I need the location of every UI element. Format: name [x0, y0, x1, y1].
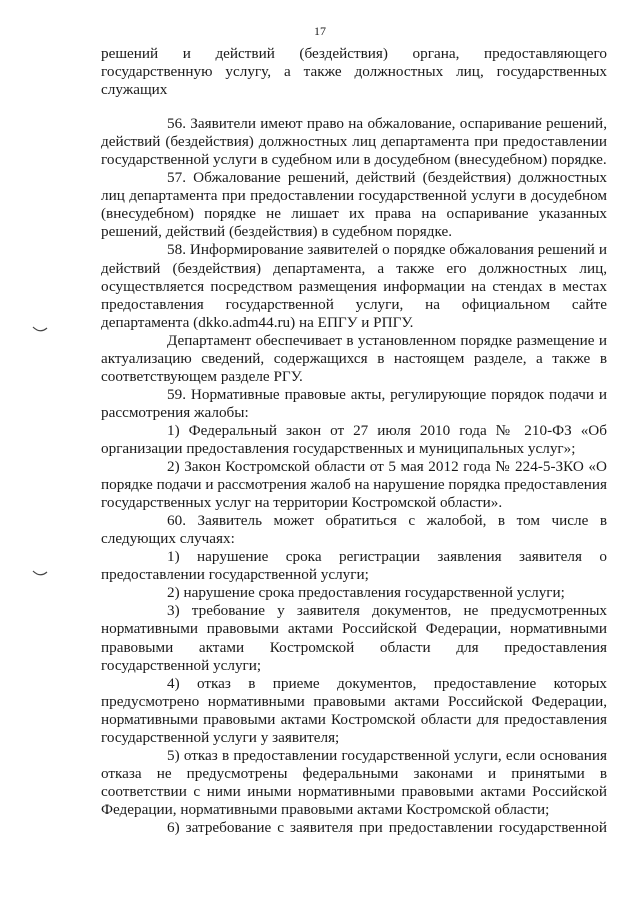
paragraph-continuation: решений и действий (бездействия) органа, предоставляющего государственную услугу, а также должностных лиц, государственных служащих [101, 45, 607, 99]
paragraph-59-item-2: 2) Закон Костромской области от 5 мая 2012 года № 224-5-ЗКО «О порядке подачи и рассмотрения жалоб на нарушение порядка предоставления государственных услуг на территории Костромской области». [101, 458, 607, 512]
binding-mark-upper [32, 326, 48, 334]
paragraph-59: 59. Нормативные правовые акты, регулирующие порядок подачи и рассмотрения жалобы: [101, 385, 607, 421]
paragraph-60-item-3: 3) требование у заявителя документов, не предусмотренных нормативными правовыми актами Российской Федерации, нормативными правовыми актами Костромской области для предоставления государственной услуги; [101, 602, 607, 674]
binding-mark-lower [32, 570, 48, 578]
paragraph-60-item-4: 4) отказ в приеме документов, предоставление которых предусмотрено нормативными правовыми актами Российской Федерации, нормативными правовыми актами Костромской области для предоставления государственной услуги у заявителя; [101, 674, 607, 746]
paragraph-59-item-1: 1) Федеральный закон от 27 июля 2010 года № 210-ФЗ «Об организации предоставления государственных и муниципальных услуг»; [101, 421, 607, 457]
paragraph-58-department: Департамент обеспечивает в установленном порядке размещение и актуализацию сведений, содержащихся в настоящем разделе, а также в соответствующем разделе РГУ. [101, 331, 607, 385]
paragraph-58: 58. Информирование заявителей о порядке обжалования решений и действий (бездействия) департамента, а также его должностных лиц, осуществляется посредством размещения информации на стендах в местах предоставления государственной услуги, на официальном сайте департамента (dkko.adm44.ru) на ЕПГУ и РПГУ. [101, 241, 607, 331]
paragraph-60-item-2: 2) нарушение срока предоставления государственной услуги; [167, 584, 565, 602]
paragraph-57: 57. Обжалование решений, действий (бездействия) должностных лиц департамента при предоставлении государственной услуги в досудебном (внесудебном) порядке не лишает их права на оспаривание указанных решений, действий (бездействия) в судебном порядке. [101, 169, 607, 241]
paragraph-60-item-1: 1) нарушение срока регистрации заявления заявителя о предоставлении государственной услуги; [101, 548, 607, 584]
paragraph-60: 60. Заявитель может обратиться с жалобой, в том числе в следующих случаях: [101, 512, 607, 548]
paragraph-60-item-6: 6) затребование с заявителя при предоставлении государственной [167, 818, 607, 836]
paragraph-60-item-5: 5) отказ в предоставлении государственной услуги, если основания отказа не предусмотрены федеральными законами и принятыми в соответствии с ними иными нормативными правовыми актами Российской Федерации, нормативными правовыми актами Костромской области; [101, 746, 607, 818]
document-body [101, 45, 607, 837]
paragraph-56: 56. Заявители имеют право на обжалование, оспаривание решений, действий (бездействия) должностных лиц департамента при предоставлении государственной услуги в судебном или в досудебном (внесудебном) порядке. [101, 115, 607, 169]
page-number: 17 [314, 24, 326, 38]
